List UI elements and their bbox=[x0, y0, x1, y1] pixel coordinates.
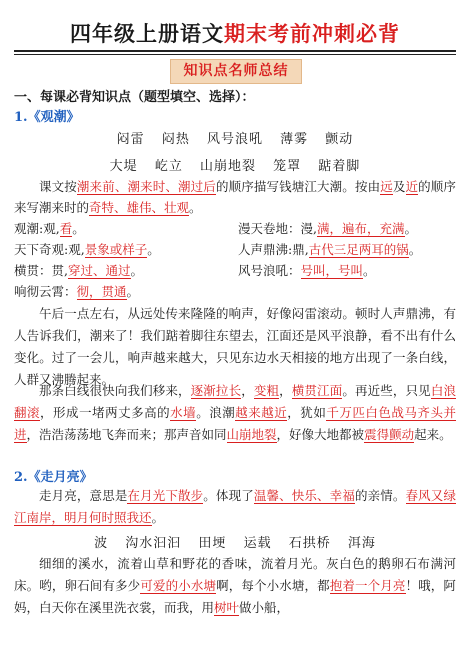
text: 。 bbox=[72, 221, 85, 236]
word: 洱海 bbox=[347, 536, 376, 551]
def-value: 彻，贯通 bbox=[76, 284, 127, 299]
lesson1-words-row2 bbox=[0, 155, 470, 174]
word: 薄雾 bbox=[280, 132, 309, 147]
word: 闷热 bbox=[161, 132, 190, 147]
title-black: 四年级上册语文 bbox=[70, 21, 224, 46]
text: 。体现了 bbox=[203, 488, 254, 503]
word: 颤动 bbox=[325, 132, 354, 147]
word: 波 bbox=[94, 536, 109, 551]
text: 。 bbox=[408, 242, 422, 257]
text: ，犹如 bbox=[287, 405, 327, 420]
def-item bbox=[238, 220, 417, 238]
section-heading: 一、每课必背知识点（题型填空、选择）： bbox=[14, 90, 255, 105]
text: 。 bbox=[147, 242, 160, 257]
highlight: 在月光下散步 bbox=[127, 488, 204, 503]
title-red: 期末考前冲刺必背 bbox=[224, 21, 400, 46]
def-value: 看 bbox=[59, 221, 73, 236]
text: 。再近些，只见 bbox=[342, 383, 431, 398]
highlight: 震得颤动 bbox=[364, 427, 415, 442]
text: 起来。 bbox=[414, 427, 452, 442]
def-item bbox=[14, 220, 85, 238]
def-key: 风号浪吼： bbox=[238, 263, 301, 278]
highlight: 白浪翻滚 bbox=[14, 383, 456, 420]
text: 的顺序来写潮来时的 bbox=[14, 179, 456, 215]
def-key: 天下奇观:观, bbox=[14, 242, 85, 257]
highlight: 越来越近 bbox=[235, 405, 288, 420]
highlight: 春风又绿江南岸，明月何时照我还 bbox=[14, 488, 456, 525]
text: 的顺序描写钱塘江大潮。按由 bbox=[215, 179, 381, 194]
text: 的亲情。 bbox=[354, 488, 406, 503]
title-rule bbox=[14, 50, 456, 52]
def-item bbox=[14, 283, 139, 301]
def-item bbox=[238, 262, 376, 280]
text: 啊，每个小水塘，都 bbox=[216, 578, 330, 593]
text: 走月亮，意思是 bbox=[39, 488, 128, 503]
def-item bbox=[14, 262, 143, 280]
text: 做小船， bbox=[239, 600, 290, 615]
lesson1-words-row1 bbox=[0, 128, 470, 147]
highlight: 温馨、快乐、幸福 bbox=[253, 488, 355, 503]
word: 屹立 bbox=[154, 159, 183, 174]
def-value: 景象或样子 bbox=[84, 242, 148, 257]
lesson1-paragraph1: 午后一点左右，从远处传来隆隆的响声，好像闷雷滚动。顿时人声鼎沸，有人告诉我们，潮来了！我们踮着脚往东望去，江面还是风平浪静，看不出有什么变化。过了一会儿，响声越来越大，只见东边水天相接的地方出现了一条白线，人群又沸腾起来。 bbox=[14, 306, 456, 387]
highlight: 奇特、雄伟、壮观 bbox=[89, 200, 190, 215]
word: 运载 bbox=[243, 536, 272, 551]
highlight: 水墙 bbox=[170, 405, 197, 420]
highlight: 可爱的小水塘 bbox=[140, 578, 217, 593]
text: 及 bbox=[392, 179, 406, 194]
text: 那条白线很快向我们移来， bbox=[39, 383, 191, 398]
word: 风号浪吼 bbox=[206, 132, 263, 147]
text: ！哦，阿妈，白天你在溪里洗衣裳，而我，用 bbox=[14, 578, 456, 615]
text: 。浪潮 bbox=[196, 405, 236, 420]
def-key: 响彻云霄： bbox=[14, 284, 77, 299]
lesson2-words-row bbox=[0, 532, 470, 551]
text: ， bbox=[241, 383, 254, 398]
highlight: 潮来前、潮来时、潮过后 bbox=[76, 179, 216, 194]
word: 田埂 bbox=[198, 536, 227, 551]
def-value: 满，遍布，充满 bbox=[316, 221, 405, 236]
def-key: 漫天卷地：漫, bbox=[238, 221, 317, 236]
highlight: 逐渐拉长 bbox=[190, 383, 242, 398]
summary-badge: 知识点名师总结 bbox=[170, 59, 302, 84]
def-key: 横贯：贯, bbox=[14, 263, 68, 278]
text: 。 bbox=[404, 221, 418, 236]
text: ，好像大地都被 bbox=[276, 427, 365, 442]
lesson1-paragraph2 bbox=[14, 380, 456, 446]
title-rule-thin bbox=[14, 54, 456, 55]
highlight: 近 bbox=[405, 179, 419, 194]
highlight: 变粗 bbox=[253, 383, 280, 398]
lesson1-heading: 1.《观潮》 bbox=[14, 110, 80, 125]
word: 大堤 bbox=[109, 159, 138, 174]
lesson2-paragraph bbox=[14, 553, 456, 619]
text: 。 bbox=[126, 284, 140, 299]
word: 踮着脚 bbox=[318, 159, 361, 174]
highlight: 抱着一个月亮 bbox=[329, 578, 406, 593]
highlight: 树叶 bbox=[214, 600, 240, 615]
highlight: 远 bbox=[380, 179, 393, 194]
text: ， bbox=[279, 383, 292, 398]
def-value: 穿过、通过 bbox=[67, 263, 131, 278]
highlight: 横贯江面 bbox=[291, 383, 343, 398]
def-value: 古代三足两耳的锅 bbox=[308, 242, 409, 257]
text: 课文按 bbox=[39, 179, 77, 194]
text: 。 bbox=[151, 510, 165, 525]
text: ，浩浩荡荡地飞奔而来；那声音如同 bbox=[26, 427, 227, 442]
text: 。 bbox=[363, 263, 376, 278]
def-key: 人声鼎沸:鼎, bbox=[238, 242, 309, 257]
def-item bbox=[14, 241, 160, 259]
word: 石拱桥 bbox=[288, 536, 331, 551]
lesson2-summary bbox=[14, 485, 456, 529]
word: 沟水汩汩 bbox=[125, 536, 182, 551]
highlight: 山崩地裂 bbox=[226, 427, 277, 442]
word: 笼罩 bbox=[273, 159, 302, 174]
lesson1-intro bbox=[14, 176, 456, 218]
def-value: 号叫，号叫 bbox=[300, 263, 364, 278]
text: 。 bbox=[130, 263, 144, 278]
def-key: 观潮:观, bbox=[14, 221, 60, 236]
text: ，形成一堵两丈多高的 bbox=[40, 405, 171, 420]
text: 细细的溪水，流着山草和野花的香味，流着月光。灰白色的鹅卵石布满河床。哟，卵石间有多少 bbox=[14, 556, 456, 593]
word: 闷雷 bbox=[116, 132, 145, 147]
word: 山崩地裂 bbox=[199, 159, 256, 174]
text: 。 bbox=[189, 200, 202, 215]
highlight: 千万匹白色战马齐头并进 bbox=[14, 405, 456, 442]
def-item bbox=[238, 241, 421, 259]
page-title bbox=[0, 18, 470, 48]
lesson2-heading: 2.《走月亮》 bbox=[14, 470, 93, 485]
